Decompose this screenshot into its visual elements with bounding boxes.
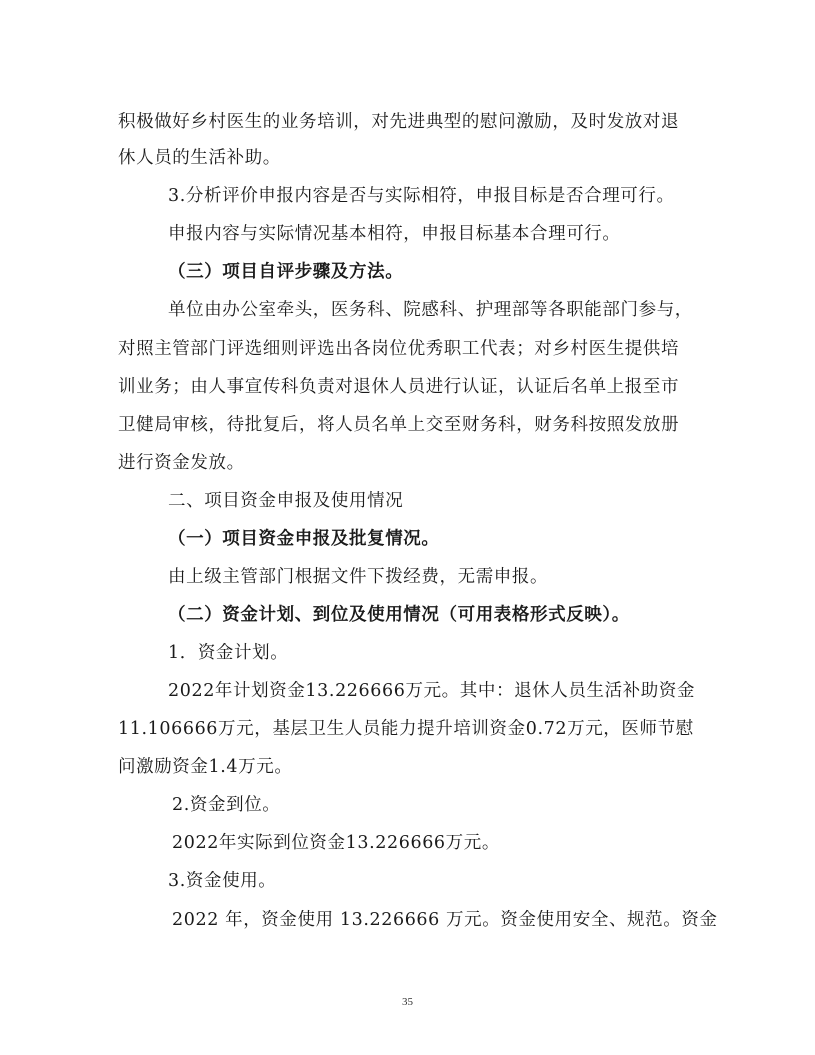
paragraph-line: 单位由办公室牵头，医务科、院感科、护理部等各职能部门参与， bbox=[168, 300, 693, 320]
chapter-heading: 二、项目资金申报及使用情况 bbox=[168, 491, 404, 511]
section-heading: （二）资金计划、到位及使用情况（可用表格形式反映）。 bbox=[168, 605, 630, 625]
paragraph-line: 2022年实际到位资金13.226666万元。 bbox=[172, 833, 500, 853]
paragraph-line: 2022 年，资金使用 13.226666 万元。资金使用安全、规范。资金 bbox=[172, 910, 718, 930]
paragraph-line: 申报内容与实际情况基本相符，申报目标基本合理可行。 bbox=[168, 224, 621, 244]
paragraph-line: 进行资金发放。 bbox=[118, 453, 245, 473]
paragraph-line: 对照主管部门评选细则评选出各岗位优秀职工代表；对乡村医生提供培 bbox=[118, 339, 680, 359]
subsection-heading: 1．资金计划。 bbox=[168, 643, 289, 663]
paragraph-line: 休人员的生活补助。 bbox=[118, 148, 281, 168]
section-heading: （一）项目资金申报及批复情况。 bbox=[168, 529, 440, 549]
paragraph-line: 问激励资金1.4万元。 bbox=[118, 757, 293, 777]
subsection-heading: 2.资金到位。 bbox=[172, 795, 281, 815]
paragraph-line: 卫健局审核，待批复后，将人员名单上交至财务科，财务科按照发放册 bbox=[118, 415, 680, 435]
section-heading: （三）项目自评步骤及方法。 bbox=[168, 262, 404, 282]
paragraph-line: 训业务；由人事宣传科负责对退休人员进行认证，认证后名单上报至市 bbox=[118, 377, 680, 397]
page-number: 35 bbox=[402, 996, 413, 1008]
paragraph-line: 3.分析评价申报内容是否与实际相符，申报目标是否合理可行。 bbox=[168, 186, 675, 206]
paragraph-line: 2022年计划资金13.226666万元。其中：退休人员生活补助资金 bbox=[168, 681, 696, 701]
subsection-heading: 3.资金使用。 bbox=[168, 871, 277, 891]
paragraph-line: 11.106666万元，基层卫生人员能力提升培训资金0.72万元，医师节慰 bbox=[118, 719, 694, 739]
paragraph-line: 由上级主管部门根据文件下拨经费，无需申报。 bbox=[168, 567, 549, 587]
paragraph-line: 积极做好乡村医生的业务培训，对先进典型的慰问激励，及时发放对退 bbox=[118, 112, 680, 132]
